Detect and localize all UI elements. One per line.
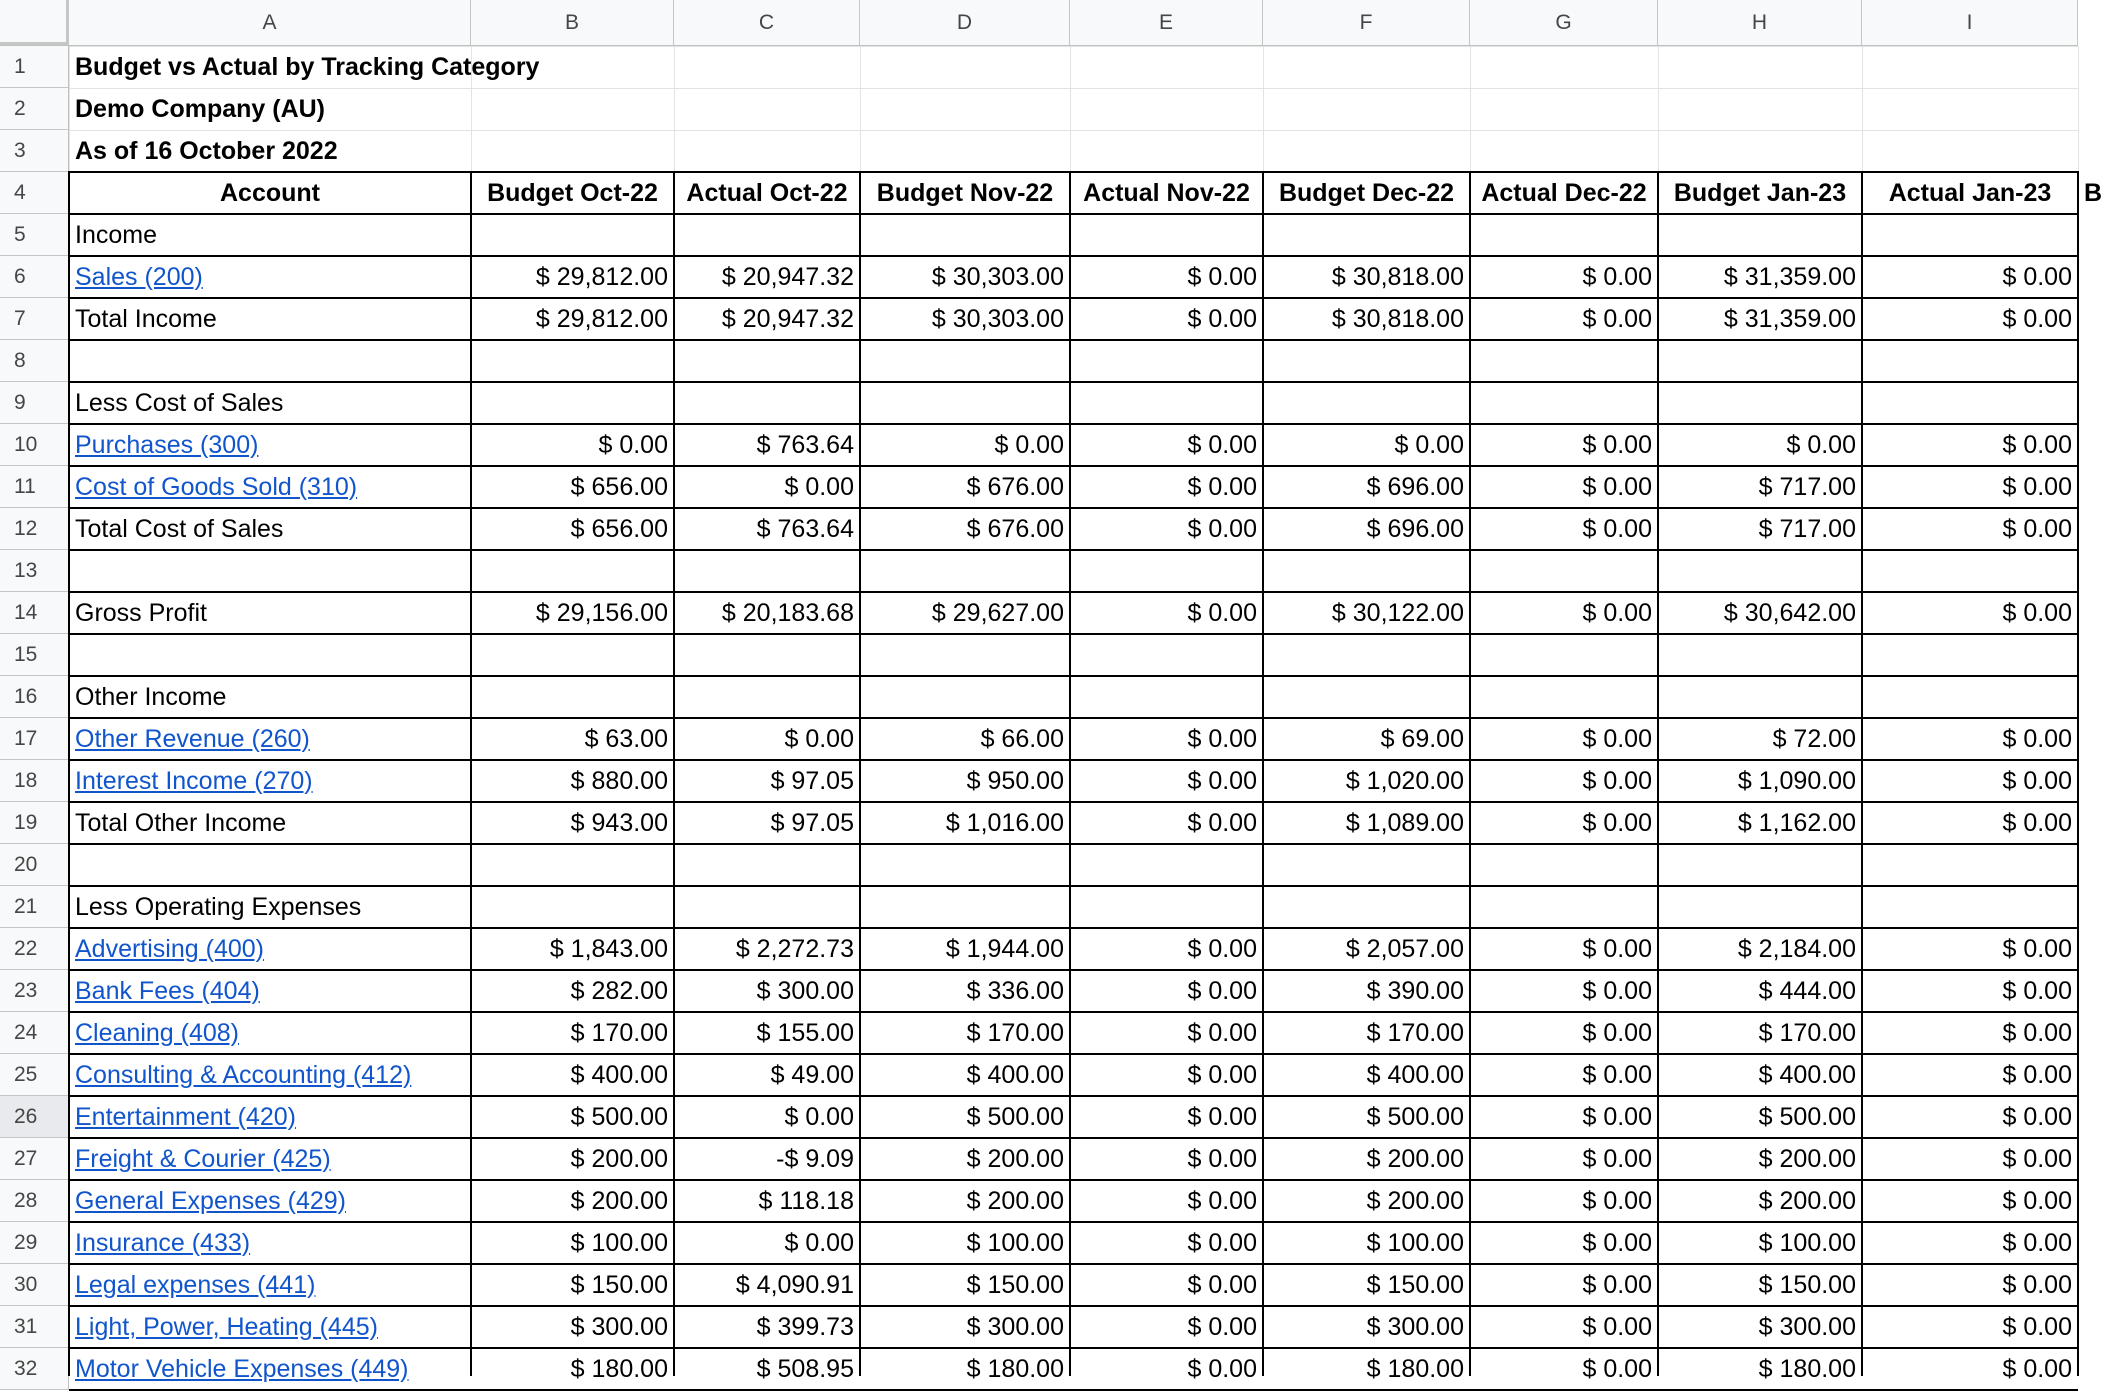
table-border — [69, 801, 2078, 803]
row-header[interactable]: 19 — [0, 802, 69, 844]
table-border — [69, 255, 2078, 257]
column-header-i[interactable]: I — [1862, 0, 2078, 45]
amount-cell[interactable]: $ 0.00 — [784, 724, 854, 753]
table-border — [69, 969, 2078, 971]
table-border — [69, 1095, 2078, 1097]
row-header[interactable]: 4 — [0, 172, 69, 214]
amount-cell[interactable]: $ 0.00 — [1187, 1018, 1257, 1047]
amount-cell[interactable]: $ 1,016.00 — [945, 808, 1064, 837]
amount-cell[interactable]: $ 763.64 — [756, 430, 854, 459]
account-link[interactable]: Cost of Goods Sold (310) — [75, 472, 358, 501]
amount-cell[interactable]: $ 100.00 — [1366, 1228, 1464, 1257]
table-border — [69, 213, 2078, 215]
amount-cell[interactable]: $ 500.00 — [1758, 1102, 1856, 1131]
row-header[interactable]: 31 — [0, 1306, 69, 1348]
amount-cell[interactable]: $ 0.00 — [1582, 1312, 1652, 1341]
amount-cell[interactable]: $ 399.73 — [756, 1312, 854, 1341]
amount-cell[interactable]: $ 0.00 — [1187, 1270, 1257, 1299]
amount-cell[interactable]: $ 1,020.00 — [1345, 766, 1464, 795]
amount-cell[interactable]: $ 0.00 — [1582, 766, 1652, 795]
amount-cell[interactable]: $ 0.00 — [1187, 934, 1257, 963]
amount-cell[interactable]: $ 0.00 — [1582, 724, 1652, 753]
period-column-header[interactable]: Budget Jan-23 — [1673, 178, 1847, 207]
account-link[interactable]: Freight & Courier (425) — [75, 1144, 331, 1173]
amount-cell[interactable]: $ 696.00 — [1366, 514, 1464, 543]
row-header[interactable]: 23 — [0, 970, 69, 1012]
row-header[interactable]: 28 — [0, 1180, 69, 1222]
amount-cell[interactable]: $ 20,947.32 — [721, 304, 854, 333]
amount-cell[interactable]: $ 0.00 — [1582, 1060, 1652, 1089]
amount-cell[interactable]: $ 0.00 — [1187, 598, 1257, 627]
row-header[interactable]: 1 — [0, 46, 69, 88]
amount-cell[interactable]: $ 118.18 — [758, 1186, 854, 1215]
table-border — [69, 1053, 2078, 1055]
row-header[interactable]: 21 — [0, 886, 69, 928]
total-label[interactable]: Gross Profit — [75, 598, 207, 627]
amount-cell[interactable]: $ 30,303.00 — [931, 262, 1064, 291]
amount-cell[interactable]: $ 0.00 — [1582, 808, 1652, 837]
amount-cell[interactable]: $ 0.00 — [2002, 1144, 2072, 1173]
amount-cell[interactable]: $ 100.00 — [1758, 1228, 1856, 1257]
amount-cell[interactable]: $ 20,183.68 — [721, 598, 854, 627]
period-column-header[interactable]: B — [2084, 178, 2102, 207]
row-header[interactable]: 30 — [0, 1264, 69, 1306]
amount-cell[interactable]: $ 717.00 — [1758, 514, 1856, 543]
row-header[interactable]: 5 — [0, 214, 69, 256]
amount-cell[interactable]: $ 0.00 — [2002, 598, 2072, 627]
amount-cell[interactable]: $ 676.00 — [966, 514, 1064, 543]
amount-cell[interactable]: -$ 9.09 — [776, 1144, 854, 1173]
column-header-e[interactable]: E — [1070, 0, 1263, 45]
row-header[interactable]: 16 — [0, 676, 69, 718]
row-header[interactable]: 7 — [0, 298, 69, 340]
period-column-header[interactable]: Budget Dec-22 — [1278, 178, 1455, 207]
amount-cell[interactable]: $ 29,627.00 — [931, 598, 1064, 627]
amount-cell[interactable]: $ 200.00 — [966, 1144, 1064, 1173]
amount-cell[interactable]: $ 200.00 — [1366, 1144, 1464, 1173]
table-border — [69, 507, 2078, 509]
amount-cell[interactable]: $ 0.00 — [1582, 430, 1652, 459]
amount-cell[interactable]: $ 29,156.00 — [535, 598, 668, 627]
account-column-header[interactable]: Account — [220, 178, 320, 207]
amount-cell[interactable]: $ 656.00 — [570, 472, 668, 501]
amount-cell[interactable]: $ 0.00 — [2002, 514, 2072, 543]
amount-cell[interactable]: $ 0.00 — [1582, 1354, 1652, 1383]
amount-cell[interactable]: $ 170.00 — [1366, 1018, 1464, 1047]
amount-cell[interactable]: $ 0.00 — [2002, 1102, 2072, 1131]
column-header-f[interactable]: F — [1263, 0, 1470, 45]
period-column-header[interactable]: Actual Dec-22 — [1481, 178, 1647, 207]
amount-cell[interactable]: $ 0.00 — [1582, 472, 1652, 501]
amount-cell[interactable]: $ 0.00 — [994, 430, 1064, 459]
table-border — [1657, 171, 1659, 1376]
table-border — [69, 549, 2078, 551]
amount-cell[interactable]: $ 30,122.00 — [1331, 598, 1464, 627]
amount-cell[interactable]: $ 180.00 — [1758, 1354, 1856, 1383]
total-label[interactable]: Total Income — [75, 304, 217, 333]
table-border — [69, 759, 2078, 761]
column-header-d[interactable]: D — [860, 0, 1070, 45]
row-header[interactable]: 13 — [0, 550, 69, 592]
amount-cell[interactable]: $ 200.00 — [1758, 1186, 1856, 1215]
account-link[interactable]: Bank Fees (404) — [75, 976, 260, 1005]
amount-cell[interactable]: $ 0.00 — [2002, 304, 2072, 333]
amount-cell[interactable]: $ 0.00 — [1582, 1186, 1652, 1215]
amount-cell[interactable]: $ 0.00 — [2002, 430, 2072, 459]
amount-cell[interactable]: $ 1,090.00 — [1737, 766, 1856, 795]
account-link[interactable]: General Expenses (429) — [75, 1186, 346, 1215]
amount-cell[interactable]: $ 0.00 — [2002, 472, 2072, 501]
amount-cell[interactable]: $ 444.00 — [1758, 976, 1856, 1005]
table-border — [69, 423, 2078, 425]
table-border — [69, 1347, 2078, 1349]
account-link[interactable]: Consulting & Accounting (412) — [75, 1060, 412, 1089]
row-header[interactable]: 15 — [0, 634, 69, 676]
amount-cell[interactable]: $ 1,162.00 — [1737, 808, 1856, 837]
amount-cell[interactable]: $ 4,090.91 — [735, 1270, 854, 1299]
section-label[interactable]: Income — [75, 220, 157, 249]
account-link[interactable]: Cleaning (408) — [75, 1018, 239, 1047]
table-border — [69, 1011, 2078, 1013]
amount-cell[interactable]: $ 0.00 — [1582, 304, 1652, 333]
table-border — [1469, 171, 1471, 1376]
amount-cell[interactable]: $ 0.00 — [2002, 1354, 2072, 1383]
amount-cell[interactable]: $ 0.00 — [1187, 514, 1257, 543]
amount-cell[interactable]: $ 0.00 — [1187, 1102, 1257, 1131]
account-link[interactable]: Advertising (400) — [75, 934, 264, 963]
select-all-corner[interactable] — [0, 0, 69, 45]
amount-cell[interactable]: $ 0.00 — [2002, 808, 2072, 837]
amount-cell[interactable]: $ 200.00 — [1758, 1144, 1856, 1173]
account-link[interactable]: Entertainment (420) — [75, 1102, 296, 1131]
amount-cell[interactable]: $ 180.00 — [570, 1354, 668, 1383]
amount-cell[interactable]: $ 29,812.00 — [535, 262, 668, 291]
row-header[interactable]: 24 — [0, 1012, 69, 1054]
empty-cell[interactable] — [69, 634, 471, 676]
section-label[interactable]: Other Income — [75, 682, 227, 711]
amount-cell[interactable]: $ 200.00 — [570, 1144, 668, 1173]
table-border — [470, 171, 472, 1376]
amount-cell[interactable]: $ 31,359.00 — [1723, 304, 1856, 333]
row-header[interactable]: 9 — [0, 382, 69, 424]
table-border — [69, 717, 2078, 719]
period-column-header[interactable]: Actual Oct-22 — [686, 178, 848, 207]
amount-cell[interactable]: $ 0.00 — [1582, 262, 1652, 291]
amount-cell[interactable]: $ 0.00 — [2002, 1060, 2072, 1089]
amount-cell[interactable]: $ 0.00 — [2002, 262, 2072, 291]
amount-cell[interactable]: $ 0.00 — [1187, 808, 1257, 837]
amount-cell[interactable]: $ 0.00 — [1187, 976, 1257, 1005]
amount-cell[interactable]: $ 0.00 — [2002, 724, 2072, 753]
amount-cell[interactable]: $ 880.00 — [570, 766, 668, 795]
amount-cell[interactable]: $ 300.00 — [966, 1312, 1064, 1341]
amount-cell[interactable]: $ 0.00 — [1187, 1354, 1257, 1383]
table-border — [1262, 171, 1264, 1376]
amount-cell[interactable]: $ 150.00 — [570, 1270, 668, 1299]
table-border — [69, 465, 2078, 467]
table-border — [69, 885, 2078, 887]
table-border — [673, 171, 675, 1376]
amount-cell[interactable]: $ 282.00 — [570, 976, 668, 1005]
account-link[interactable]: Interest Income (270) — [75, 766, 313, 795]
account-link[interactable]: Sales (200) — [75, 262, 203, 291]
table-border — [69, 675, 2078, 677]
amount-cell[interactable]: $ 30,642.00 — [1723, 598, 1856, 627]
empty-cell[interactable] — [69, 550, 471, 592]
row-header[interactable]: 18 — [0, 760, 69, 802]
amount-cell[interactable]: $ 30,818.00 — [1331, 304, 1464, 333]
table-border — [1861, 171, 1863, 1376]
amount-cell[interactable]: $ 717.00 — [1758, 472, 1856, 501]
amount-cell[interactable]: $ 200.00 — [966, 1186, 1064, 1215]
amount-cell[interactable]: $ 0.00 — [1187, 724, 1257, 753]
column-header-bar — [0, 0, 2078, 46]
amount-cell[interactable]: $ 170.00 — [570, 1018, 668, 1047]
empty-cell[interactable] — [69, 844, 471, 886]
amount-cell[interactable]: $ 300.00 — [756, 976, 854, 1005]
account-link[interactable]: Other Revenue (260) — [75, 724, 310, 753]
account-link[interactable]: Light, Power, Heating (445) — [75, 1312, 378, 1341]
amount-cell[interactable]: $ 30,303.00 — [931, 304, 1064, 333]
amount-cell[interactable]: $ 0.00 — [1582, 1270, 1652, 1299]
amount-cell[interactable]: $ 97.05 — [770, 766, 854, 795]
amount-cell[interactable]: $ 0.00 — [2002, 1186, 2072, 1215]
table-border — [68, 171, 70, 1376]
amount-cell[interactable]: $ 400.00 — [1758, 1060, 1856, 1089]
amount-cell[interactable]: $ 63.00 — [584, 724, 668, 753]
column-header-c[interactable]: C — [674, 0, 860, 45]
account-link[interactable]: Motor Vehicle Expenses (449) — [75, 1354, 409, 1383]
amount-cell[interactable]: $ 0.00 — [1582, 976, 1652, 1005]
amount-cell[interactable]: $ 66.00 — [980, 724, 1064, 753]
report-title-line[interactable]: Demo Company (AU) — [75, 94, 326, 123]
period-column-header[interactable]: Budget Oct-22 — [487, 178, 658, 207]
amount-cell[interactable]: $ 150.00 — [1758, 1270, 1856, 1299]
amount-cell[interactable]: $ 0.00 — [1187, 304, 1257, 333]
amount-cell[interactable]: $ 0.00 — [1394, 430, 1464, 459]
table-border — [69, 171, 2078, 173]
row-header[interactable]: 29 — [0, 1222, 69, 1264]
amount-cell[interactable]: $ 72.00 — [1772, 724, 1856, 753]
amount-cell[interactable]: $ 300.00 — [570, 1312, 668, 1341]
empty-cell[interactable] — [69, 340, 471, 382]
amount-cell[interactable]: $ 1,089.00 — [1345, 808, 1464, 837]
row-header[interactable]: 2 — [0, 88, 69, 130]
amount-cell[interactable]: $ 0.00 — [1786, 430, 1856, 459]
row-header[interactable]: 8 — [0, 340, 69, 382]
amount-cell[interactable]: $ 1,843.00 — [549, 934, 668, 963]
account-link[interactable]: Legal expenses (441) — [75, 1270, 316, 1299]
row-header[interactable]: 10 — [0, 424, 69, 466]
table-border — [1069, 171, 1071, 1376]
amount-cell[interactable]: $ 0.00 — [2002, 1228, 2072, 1257]
amount-cell[interactable]: $ 300.00 — [1366, 1312, 1464, 1341]
column-header-a[interactable]: A — [69, 0, 471, 45]
period-column-header[interactable]: Actual Nov-22 — [1083, 178, 1250, 207]
table-border — [2077, 171, 2079, 1376]
amount-cell[interactable]: $ 1,944.00 — [945, 934, 1064, 963]
amount-cell[interactable]: $ 2,057.00 — [1345, 934, 1464, 963]
amount-cell[interactable]: $ 0.00 — [1187, 766, 1257, 795]
amount-cell[interactable]: $ 300.00 — [1758, 1312, 1856, 1341]
amount-cell[interactable]: $ 0.00 — [784, 1228, 854, 1257]
amount-cell[interactable]: $ 0.00 — [2002, 976, 2072, 1005]
amount-cell[interactable]: $ 170.00 — [1758, 1018, 1856, 1047]
amount-cell[interactable]: $ 69.00 — [1380, 724, 1464, 753]
column-header-b[interactable]: B — [471, 0, 674, 45]
row-header[interactable]: 20 — [0, 844, 69, 886]
amount-cell[interactable]: $ 400.00 — [570, 1060, 668, 1089]
section-label[interactable]: Less Operating Expenses — [75, 892, 362, 921]
amount-cell[interactable]: $ 100.00 — [570, 1228, 668, 1257]
row-header[interactable]: 22 — [0, 928, 69, 970]
table-border — [69, 1221, 2078, 1223]
amount-cell[interactable]: $ 100.00 — [966, 1228, 1064, 1257]
amount-cell[interactable]: $ 0.00 — [1187, 1060, 1257, 1089]
amount-cell[interactable]: $ 0.00 — [1187, 430, 1257, 459]
amount-cell[interactable]: $ 200.00 — [1366, 1186, 1464, 1215]
amount-cell[interactable]: $ 943.00 — [570, 808, 668, 837]
report-title-line[interactable]: Budget vs Actual by Tracking Category — [75, 52, 540, 81]
table-border — [69, 927, 2078, 929]
table-border — [859, 171, 861, 1376]
table-border — [69, 1137, 2078, 1139]
row-header[interactable]: 26 — [0, 1096, 69, 1138]
amount-cell[interactable]: $ 0.00 — [1187, 1228, 1257, 1257]
table-border — [69, 633, 2078, 635]
amount-cell[interactable]: $ 150.00 — [1366, 1270, 1464, 1299]
row-header[interactable]: 27 — [0, 1138, 69, 1180]
amount-cell[interactable]: $ 29,812.00 — [535, 304, 668, 333]
amount-cell[interactable]: $ 696.00 — [1366, 472, 1464, 501]
amount-cell[interactable]: $ 656.00 — [570, 514, 668, 543]
amount-cell[interactable]: $ 0.00 — [1187, 1186, 1257, 1215]
table-border — [69, 1305, 2078, 1307]
amount-cell[interactable]: $ 950.00 — [966, 766, 1064, 795]
amount-cell[interactable]: $ 0.00 — [2002, 1312, 2072, 1341]
account-link[interactable]: Purchases (300) — [75, 430, 259, 459]
column-header-h[interactable]: H — [1658, 0, 1862, 45]
amount-cell[interactable]: $ 763.64 — [756, 514, 854, 543]
amount-cell[interactable]: $ 500.00 — [570, 1102, 668, 1131]
amount-cell[interactable]: $ 0.00 — [2002, 1018, 2072, 1047]
amount-cell[interactable]: $ 500.00 — [1366, 1102, 1464, 1131]
column-header-g[interactable]: G — [1470, 0, 1658, 45]
amount-cell[interactable]: $ 400.00 — [966, 1060, 1064, 1089]
amount-cell[interactable]: $ 0.00 — [1582, 1144, 1652, 1173]
total-label[interactable]: Total Cost of Sales — [75, 514, 284, 543]
table-border — [69, 297, 2078, 299]
amount-cell[interactable]: $ 400.00 — [1366, 1060, 1464, 1089]
amount-cell[interactable]: $ 20,947.32 — [721, 262, 854, 291]
amount-cell[interactable]: $ 0.00 — [1582, 934, 1652, 963]
amount-cell[interactable]: $ 0.00 — [1187, 262, 1257, 291]
amount-cell[interactable]: $ 676.00 — [966, 472, 1064, 501]
table-border — [69, 381, 2078, 383]
amount-cell[interactable]: $ 0.00 — [1582, 598, 1652, 627]
amount-cell[interactable]: $ 0.00 — [598, 430, 668, 459]
row-header[interactable]: 3 — [0, 130, 69, 172]
table-border — [69, 591, 2078, 593]
amount-cell[interactable]: $ 2,184.00 — [1737, 934, 1856, 963]
amount-cell[interactable]: $ 31,359.00 — [1723, 262, 1856, 291]
row-header[interactable]: 11 — [0, 466, 69, 508]
section-label[interactable]: Less Cost of Sales — [75, 388, 284, 417]
amount-cell[interactable]: $ 508.95 — [756, 1354, 854, 1383]
amount-cell[interactable]: $ 97.05 — [770, 808, 854, 837]
amount-cell[interactable]: $ 390.00 — [1366, 976, 1464, 1005]
total-label[interactable]: Total Other Income — [75, 808, 287, 837]
amount-cell[interactable]: $ 0.00 — [1582, 1228, 1652, 1257]
amount-cell[interactable]: $ 30,818.00 — [1331, 262, 1464, 291]
period-column-header[interactable]: Actual Jan-23 — [1888, 178, 2052, 207]
amount-cell[interactable]: $ 0.00 — [784, 472, 854, 501]
row-header[interactable]: 32 — [0, 1348, 69, 1390]
table-border — [69, 843, 2078, 845]
amount-cell[interactable]: $ 0.00 — [1582, 1102, 1652, 1131]
row-header[interactable]: 14 — [0, 592, 69, 634]
table-border — [69, 339, 2078, 341]
period-column-header[interactable]: Budget Nov-22 — [876, 178, 1054, 207]
amount-cell[interactable]: $ 200.00 — [570, 1186, 668, 1215]
amount-cell[interactable]: $ 0.00 — [1187, 1312, 1257, 1341]
amount-cell[interactable]: $ 49.00 — [770, 1060, 854, 1089]
amount-cell[interactable]: $ 2,272.73 — [735, 934, 854, 963]
amount-cell[interactable]: $ 0.00 — [1582, 514, 1652, 543]
row-header[interactable]: 25 — [0, 1054, 69, 1096]
amount-cell[interactable]: $ 0.00 — [2002, 766, 2072, 795]
amount-cell[interactable]: $ 0.00 — [2002, 934, 2072, 963]
amount-cell[interactable]: $ 150.00 — [966, 1270, 1064, 1299]
table-border — [69, 1263, 2078, 1265]
amount-cell[interactable]: $ 170.00 — [966, 1018, 1064, 1047]
row-header[interactable]: 12 — [0, 508, 69, 550]
account-link[interactable]: Insurance (433) — [75, 1228, 251, 1257]
amount-cell[interactable]: $ 180.00 — [966, 1354, 1064, 1383]
amount-cell[interactable]: $ 180.00 — [1366, 1354, 1464, 1383]
amount-cell[interactable]: $ 0.00 — [784, 1102, 854, 1131]
report-title-line[interactable]: As of 16 October 2022 — [75, 136, 338, 165]
amount-cell[interactable]: $ 0.00 — [2002, 1270, 2072, 1299]
amount-cell[interactable]: $ 0.00 — [1187, 472, 1257, 501]
amount-cell[interactable]: $ 0.00 — [1582, 1018, 1652, 1047]
amount-cell[interactable]: $ 500.00 — [966, 1102, 1064, 1131]
amount-cell[interactable]: $ 336.00 — [966, 976, 1064, 1005]
row-header[interactable]: 6 — [0, 256, 69, 298]
amount-cell[interactable]: $ 0.00 — [1187, 1144, 1257, 1173]
amount-cell[interactable]: $ 155.00 — [756, 1018, 854, 1047]
table-border — [69, 1179, 2078, 1181]
row-header[interactable]: 17 — [0, 718, 69, 760]
